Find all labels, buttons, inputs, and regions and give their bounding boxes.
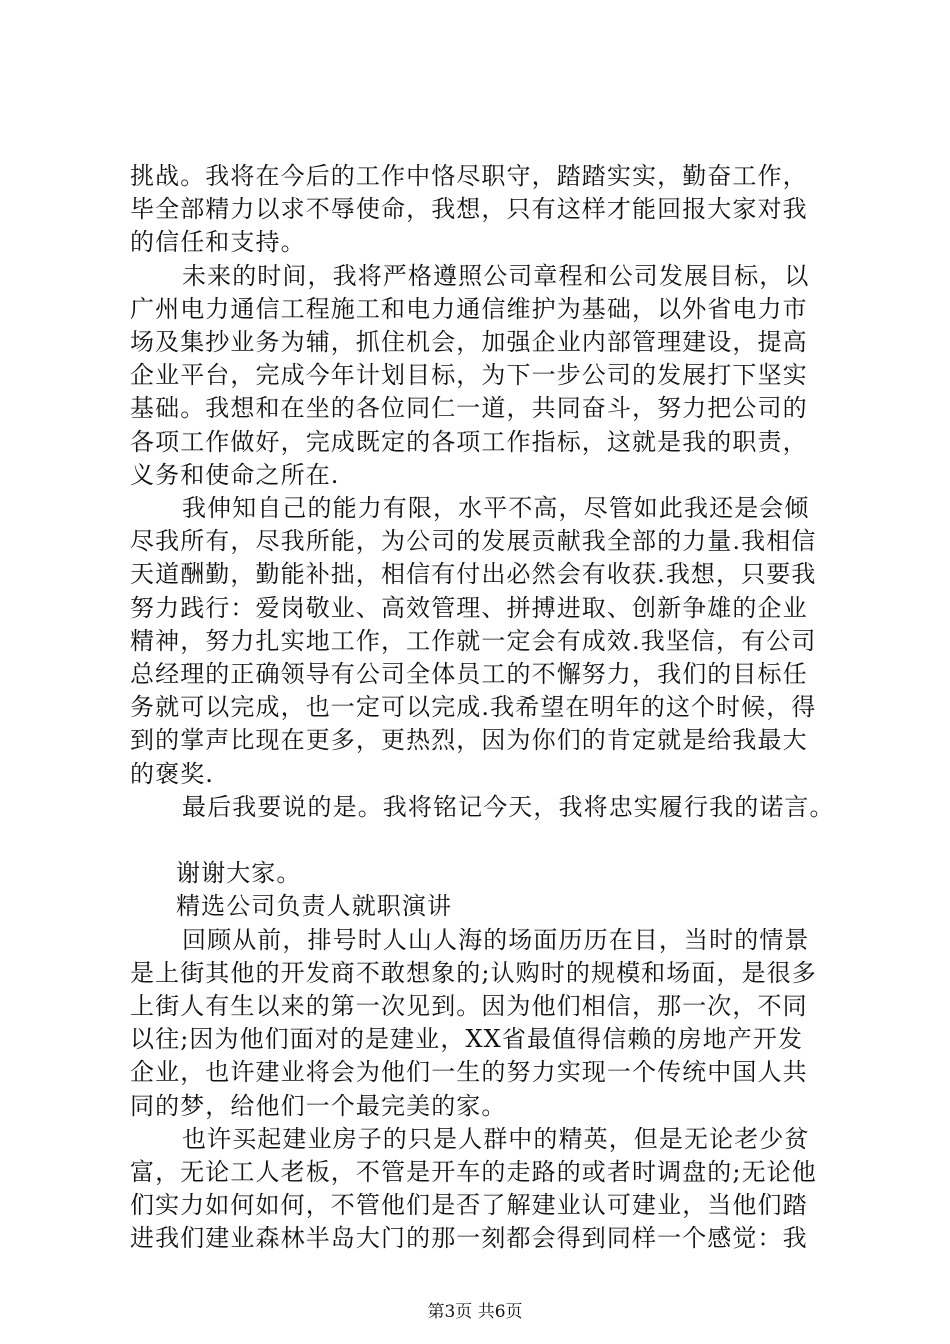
paragraph-line: 的信任和支持。: [130, 228, 306, 257]
paragraph-line: 最后我要说的是。我将铭记今天，我将忠实履行我的诺言。: [182, 792, 835, 821]
paragraph-line: 务就可以完成，也一定可以完成.我希望在明年的这个时候，得: [130, 693, 817, 722]
paragraph-line: 同的梦，给他们一个最完美的家。: [130, 1091, 507, 1120]
paragraph-line: 回顾从前，排号时人山人海的场面历历在目，当时的情景: [182, 925, 810, 954]
paragraph-line: 尽我所有，尽我所能，为公司的发展贡献我全部的力量.我相信: [130, 527, 817, 556]
paragraph-line: 富，无论工人老板，不管是开车的走路的或者时调盘的;无论他: [130, 1158, 817, 1186]
paragraph-line: 的褒奖.: [130, 759, 215, 788]
paragraph-line: 义务和使命之所在.: [130, 460, 340, 489]
paragraph-line: 基础。我想和在坐的各位同仁一道，共同奋斗，努力把公司的: [130, 394, 808, 423]
paragraph-line: 企业，也许建业将会为他们一生的努力实现一个传统中国人共: [130, 1058, 808, 1087]
paragraph-line: 进我们建业森林半岛大门的那一刻都会得到同样一个感觉：我: [130, 1224, 808, 1253]
paragraph-line: 努力践行：爱岗敬业、高效管理、拼搏进取、创新争雄的企业: [130, 593, 808, 622]
paragraph-line: 毕全部精力以求不辱使命，我想，只有这样才能回报大家对我: [130, 195, 808, 224]
paragraph-line: 也许买起建业房子的只是人群中的精英，但是无论老少贫: [182, 1124, 810, 1153]
closing-line: 谢谢大家。: [176, 859, 302, 888]
paragraph-line: 未来的时间，我将严格遵照公司章程和公司发展目标，以: [182, 261, 810, 290]
paragraph-line: 以往;因为他们面对的是建业，XX省最值得信赖的房地产开发: [130, 1025, 804, 1054]
page-footer: 第3页 共6页: [427, 1302, 523, 1322]
section-title: 精选公司负责人就职演讲: [176, 892, 453, 921]
paragraph-line: 是上街其他的开发商不敢想象的;认购时的规模和场面，是很多: [130, 958, 817, 987]
paragraph-line: 总经理的正确领导有公司全体员工的不懈努力，我们的目标任: [130, 660, 808, 688]
paragraph-line: 精神，努力扎实地工作，工作就一定会有成效.我坚信，有公司: [130, 626, 817, 655]
paragraph-line: 广州电力通信工程施工和电力通信维护为基础，以外省电力市: [130, 294, 808, 323]
paragraph-line: 天道酬勤，勤能补拙，相信有付出必然会有收获.我想，只要我: [130, 560, 817, 589]
paragraph-line: 我伸知自己的能力有限，水平不高，尽管如此我还是会倾: [182, 494, 810, 522]
paragraph-line: 到的掌声比现在更多，更热烈，因为你们的肯定就是给我最大: [130, 726, 808, 755]
paragraph-line: 企业平台，完成今年计划目标，为下一步公司的发展打下坚实: [130, 361, 808, 390]
paragraph-line: 上街人有生以来的第一次见到。因为他们相信，那一次，不同: [130, 992, 808, 1020]
paragraph-line: 挑战。我将在今后的工作中恪尽职守，踏踏实实，勤奋工作，: [130, 162, 808, 190]
paragraph-line: 各项工作做好，完成既定的各项工作指标，这就是我的职责，: [130, 427, 808, 456]
paragraph-line: 们实力如何如何，不管他们是否了解建业认可建业，当他们踏: [130, 1191, 808, 1220]
paragraph-line: 场及集抄业务为辅，抓住机会，加强企业内部管理建设，提高: [130, 328, 808, 356]
